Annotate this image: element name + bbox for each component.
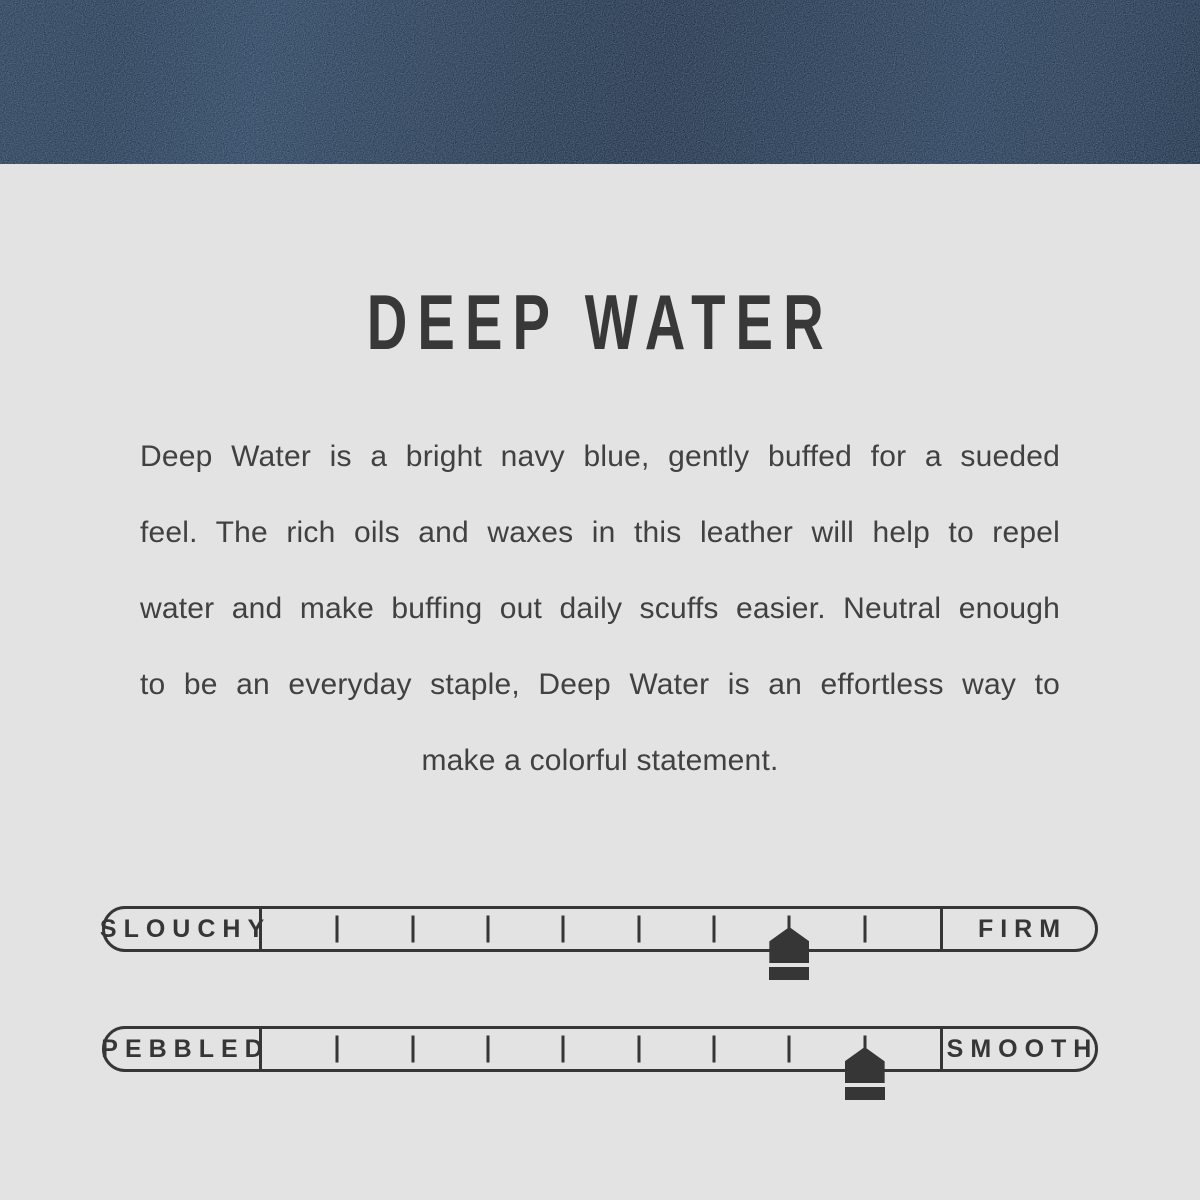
firmness-scale-left-label: SLOUCHY — [105, 909, 262, 949]
scale-tick — [562, 1036, 565, 1063]
scale-tick — [487, 916, 490, 943]
page-title — [0, 278, 1200, 366]
marker-base-icon — [769, 967, 809, 980]
description-line: feel. The rich oils and waxes in this leather will help to repel — [140, 516, 1060, 549]
marker-pointer-icon — [769, 927, 809, 963]
scale-tick — [411, 1036, 414, 1063]
marker-pointer-icon — [845, 1047, 885, 1083]
firmness-scale-track — [262, 909, 940, 949]
scale-tick — [411, 916, 414, 943]
scale-tick — [637, 1036, 640, 1063]
leather-grain-texture — [0, 0, 1200, 164]
texture-scale — [102, 1026, 1098, 1072]
marker-base-icon — [845, 1087, 885, 1100]
scale-tick — [863, 916, 866, 943]
texture-scale-track — [262, 1029, 940, 1069]
firmness-scale-right-label: FIRM — [940, 909, 1095, 949]
texture-marker — [845, 1047, 885, 1100]
leather-swatch-banner — [0, 0, 1200, 164]
description-line: to be an everyday staple, Deep Water is an effortless way to — [140, 668, 1060, 701]
description-line: Deep Water is a bright navy blue, gently buffed for a sueded — [140, 440, 1060, 473]
color-description — [140, 419, 1060, 799]
texture-scale-right-label: SMOOTH — [940, 1029, 1095, 1069]
scale-tick — [713, 916, 716, 943]
description-line: make a colorful statement. — [421, 744, 779, 777]
scale-tick — [562, 916, 565, 943]
scale-tick — [713, 1036, 716, 1063]
description-line: water and make buffing out daily scuffs easier. Neutral enough — [140, 592, 1060, 625]
firmness-scale — [99, 906, 1098, 952]
page-title-text: DEEP WATER — [366, 278, 834, 366]
scale-tick — [487, 1036, 490, 1063]
scale-tick — [336, 1036, 339, 1063]
scale-tick — [336, 916, 339, 943]
firmness-marker — [769, 927, 809, 980]
scale-tick — [637, 916, 640, 943]
texture-scale-left-label: PEBBLED — [105, 1029, 262, 1069]
scale-tick — [788, 1036, 791, 1063]
